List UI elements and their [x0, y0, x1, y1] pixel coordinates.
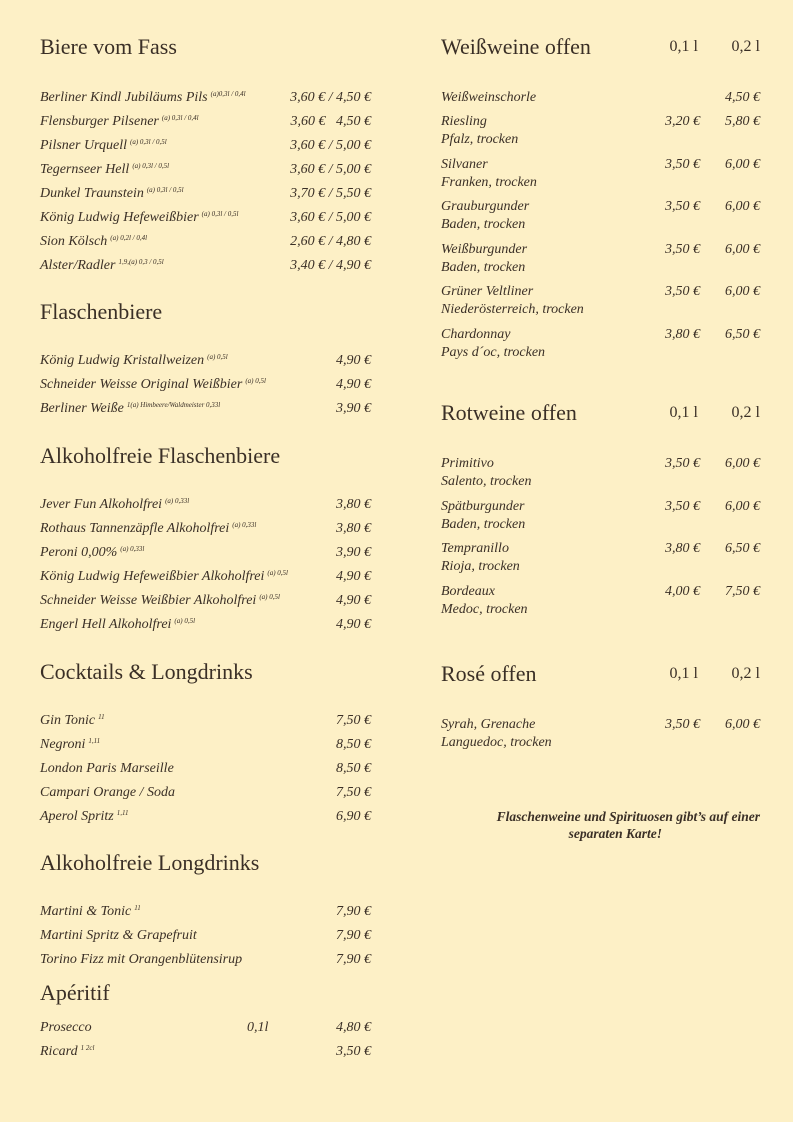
item-name: Sion Kölsch [40, 234, 108, 249]
item-allergen-note: (a) 0,5l [267, 569, 288, 577]
menu-item [40, 565, 371, 589]
menu-item [40, 1016, 371, 1040]
section-title: Flaschenbiere [40, 299, 163, 324]
item-price: 4,90 € [336, 593, 371, 608]
item-allergen-note: (a)0,3l / 0,4l [210, 90, 246, 98]
item-allergen-note: 1,11 [88, 737, 101, 745]
item-price: 3,60 € / 5,00 € [290, 162, 371, 177]
price-small: 3,50 € [665, 199, 700, 215]
price-small: 4,00 € [665, 583, 700, 599]
item-name: Dunkel Traunstein [40, 186, 144, 201]
wine-item [441, 455, 760, 498]
section-header [441, 661, 760, 687]
note-line: Flaschenweine und Spirituosen gibt’s auf einer [496, 809, 760, 824]
price-large: 6,00 € [725, 156, 760, 172]
item-price: 7,90 € [336, 928, 371, 943]
item-name: Gin Tonic [40, 713, 96, 728]
menu-item [40, 517, 371, 541]
price-small: 3,80 € [665, 326, 700, 342]
item-allergen-note: (a) 0,5l [259, 593, 280, 601]
item-name: Pilsner Urquell [40, 138, 127, 153]
menu-item [40, 254, 371, 278]
item-allergen-note: 1(a) Himbeere/Waldmeister 0,33l [126, 401, 221, 409]
price-small: 3,50 € [665, 717, 700, 732]
price-large: 6,00 € [725, 456, 760, 471]
menu-item [40, 948, 371, 972]
item-allergen-note: (a) 0,2l / 0,4l [110, 234, 148, 242]
item-price: 4,90 € [336, 353, 371, 368]
menu-item [40, 206, 371, 230]
item-allergen-note: 1,11 [116, 809, 129, 817]
item-price: 3,90 € [336, 545, 371, 560]
item-name: Aperol Spritz [40, 809, 114, 824]
item-name: London Paris Marseille [40, 761, 174, 776]
item-allergen-note: (a) 0,3l / 0,5l [146, 186, 184, 194]
wine-name: Riesling [441, 114, 487, 129]
menu-item [40, 493, 371, 517]
price-large: 5,80 € [725, 114, 760, 129]
price-small: 3,50 € [665, 498, 700, 514]
wine-item [441, 198, 760, 241]
item-allergen-note: (a) 0,33l [232, 521, 257, 529]
wine-item [441, 241, 760, 284]
item-price: 6,90 € [336, 809, 371, 824]
section-rotweine [441, 400, 760, 625]
menu-item [40, 709, 371, 733]
price-small: 3,50 € [665, 156, 700, 172]
wine-origin: Baden, trocken [441, 217, 526, 233]
section-biere-vom-fass [40, 34, 371, 278]
wine-item [441, 89, 760, 113]
item-allergen-note: 1,9,(a) 0,3 / 0,5l [118, 258, 164, 266]
section-weissweine [441, 34, 760, 369]
item-price: 4,90 € [336, 617, 371, 632]
wine-item [441, 113, 760, 156]
item-name: Engerl Hell Alkoholfrei [40, 617, 172, 632]
item-name: Ricard [40, 1044, 78, 1059]
item-allergen-note: (a) 0,3l / 0,5l [201, 210, 239, 218]
menu-item [40, 781, 371, 805]
item-allergen-note: (a) 0,5l [174, 617, 196, 625]
menu-item [40, 158, 371, 182]
section-title: Alkoholfreie Flaschenbiere [40, 443, 281, 468]
item-name: Peroni 0,00% [40, 545, 118, 560]
section-aperitif [40, 980, 371, 1064]
menu-item [40, 349, 371, 373]
section-header [441, 34, 760, 60]
wine-origin: Rioja, trocken [441, 559, 520, 575]
price-small: 3,50 € [665, 241, 700, 257]
section-title: Biere vom Fass [40, 34, 177, 59]
item-name: Rothaus Tannenzäpfle Alkoholfrei [40, 521, 230, 536]
item-name: Jever Fun Alkoholfrei [40, 497, 163, 512]
note-line: separaten Karte! [568, 826, 662, 841]
item-price: 4,90 € [336, 569, 371, 584]
section-title: Rotweine offen [441, 400, 577, 425]
wine-origin: Baden, trocken [441, 259, 526, 275]
item-size: 0,1l [247, 1020, 269, 1035]
item-allergen-note: 1 2cl [80, 1044, 95, 1052]
item-price: 7,90 € [336, 952, 371, 967]
wine-name: Grüner Veltliner [441, 284, 534, 300]
item-price: 8,50 € [336, 761, 371, 776]
menu-item [40, 613, 371, 637]
item-allergen-note: (a) 0,5l [207, 353, 228, 361]
item-price: 3,70 € / 5,50 € [290, 186, 371, 201]
price-large: 6,50 € [725, 541, 760, 557]
column-header-small: 0,1 l [669, 665, 698, 682]
wine-origin: Franken, trocken [441, 174, 537, 190]
item-name: König Ludwig Hefeweißbier Alkoholfrei [40, 569, 265, 584]
wine-origin: Niederösterreich, trocken [441, 302, 584, 318]
section-cocktails [40, 659, 371, 829]
menu-item [40, 230, 371, 254]
wine-name: Grauburgunder [441, 199, 530, 215]
section-alkoholfreie-longdrinks [40, 850, 371, 972]
wine-origin: Languedoc, trocken [441, 735, 552, 750]
wine-name: Spätburgunder [441, 498, 525, 514]
price-small: 3,20 € [665, 114, 700, 129]
item-allergen-note: 11 [98, 713, 105, 721]
wine-origin: Pays d´oc, trocken [441, 344, 546, 360]
item-name: König Ludwig Kristallweizen [40, 353, 205, 368]
item-allergen-note: (a) 0,33l [120, 545, 145, 553]
wine-item [441, 283, 760, 326]
item-name: Prosecco [40, 1020, 92, 1035]
price-small: 3,80 € [665, 541, 700, 557]
wine-item [441, 583, 760, 626]
item-name: Schneider Weisse Weißbier Alkoholfrei [40, 593, 257, 608]
menu-item [40, 733, 371, 757]
price-large: 6,00 € [725, 199, 760, 215]
item-name: Berliner Weiße [40, 401, 124, 416]
item-allergen-note: (a) 0,3l / 0,5l [132, 162, 170, 170]
wine-name: Bordeaux [441, 583, 495, 599]
item-price: 3,90 € [336, 401, 371, 416]
wine-name: Tempranillo [441, 541, 509, 557]
menu-item [40, 397, 371, 421]
item-allergen-note: (a) 0,33l [165, 497, 190, 505]
menu-item [40, 373, 371, 397]
menu-item [40, 182, 371, 206]
item-price: 4,90 € [336, 377, 371, 392]
item-allergen-note: (a) 0,3l / 0,4l [161, 114, 199, 122]
item-name: Campari Orange / Soda [40, 785, 175, 800]
item-allergen-note: (a) 0,5l [245, 377, 266, 385]
menu-item [40, 134, 371, 158]
item-price: 3,60 € / 5,00 € [290, 138, 371, 153]
item-name: Flensburger Pilsener [40, 114, 159, 129]
wine-name: Syrah, Grenache [441, 717, 536, 732]
item-price: 7,50 € [336, 785, 371, 800]
wine-origin: Salento, trocken [441, 474, 532, 489]
price-small: 3,50 € [665, 456, 700, 471]
item-name: Schneider Weisse Original Weißbier [40, 377, 243, 392]
item-price: 3,60 € / 5,00 € [290, 210, 371, 225]
item-price: 8,50 € [336, 737, 371, 752]
menu-item [40, 86, 371, 110]
item-price: 7,90 € [336, 904, 371, 919]
price-large: 6,00 € [725, 717, 760, 732]
item-name: König Ludwig Hefeweißbier [40, 210, 199, 225]
item-name: Alster/Radler [40, 258, 116, 273]
wine-origin: Medoc, trocken [441, 601, 528, 617]
item-allergen-note: (a) 0,3l / 0,5l [129, 138, 167, 146]
item-allergen-note: 11 [134, 904, 141, 912]
column-header-small: 0,1 l [669, 404, 698, 421]
wine-name: Primitivo [441, 456, 494, 471]
bottle-wine-note [441, 808, 760, 842]
item-price: 3,40 € / 4,90 € [290, 258, 371, 273]
section-title: Alkoholfreie Longdrinks [40, 850, 260, 875]
section-alkoholfreie-flaschenbiere [40, 443, 371, 637]
menu-item [40, 900, 371, 924]
wine-name: Silvaner [441, 156, 488, 172]
wine-name: Chardonnay [441, 326, 511, 342]
wine-item [441, 540, 760, 583]
wine-item [441, 156, 760, 199]
price-large: 4,50 € [725, 90, 760, 105]
section-rose [441, 661, 760, 759]
menu-item [40, 541, 371, 565]
wine-origin: Baden, trocken [441, 516, 526, 532]
section-title: Rosé offen [441, 661, 537, 686]
item-price: 3,60 € 4,50 € [290, 114, 371, 129]
section-title: Apéritif [40, 980, 110, 1005]
price-large: 6,00 € [725, 498, 760, 514]
menu-item [40, 1040, 371, 1064]
column-header-small: 0,1 l [669, 38, 698, 55]
item-name: Torino Fizz mit Orangenblütensirup [40, 952, 243, 967]
item-price: 2,60 € / 4,80 € [290, 234, 371, 249]
section-header [441, 400, 760, 426]
price-large: 6,00 € [725, 284, 760, 300]
price-small: 3,50 € [665, 284, 700, 300]
item-name: Negroni [40, 737, 86, 752]
item-name: Martini & Tonic [40, 904, 132, 919]
menu-item [40, 924, 371, 948]
wine-item [441, 716, 760, 759]
wine-item [441, 498, 760, 541]
item-price: 3,80 € [336, 497, 371, 512]
item-price: 3,50 € [336, 1044, 371, 1059]
wine-name: Weißburgunder [441, 241, 528, 257]
section-title: Weißweine offen [441, 34, 591, 59]
menu-item [40, 805, 371, 829]
wine-origin: Pfalz, trocken [441, 132, 519, 147]
price-large: 6,00 € [725, 241, 760, 257]
wine-name: Weißweinschorle [441, 90, 537, 105]
column-header-large: 0,2 l [731, 665, 760, 682]
item-name: Tegernseer Hell [40, 162, 130, 177]
section-title: Cocktails & Longdrinks [40, 659, 253, 684]
menu-item [40, 589, 371, 613]
item-price: 3,80 € [336, 521, 371, 536]
section-flaschenbiere [40, 299, 371, 421]
wine-item [441, 326, 760, 369]
menu-item [40, 110, 371, 134]
item-price: 4,80 € [336, 1020, 371, 1035]
price-large: 7,50 € [725, 583, 760, 599]
column-header-large: 0,2 l [731, 404, 760, 421]
column-header-large: 0,2 l [731, 38, 760, 55]
item-name: Berliner Kindl Jubiläums Pils [40, 90, 208, 105]
menu-item [40, 757, 371, 781]
price-large: 6,50 € [725, 326, 760, 342]
item-name: Martini Spritz & Grapefruit [40, 928, 197, 943]
item-price: 3,60 € / 4,50 € [290, 90, 371, 105]
item-price: 7,50 € [336, 713, 371, 728]
